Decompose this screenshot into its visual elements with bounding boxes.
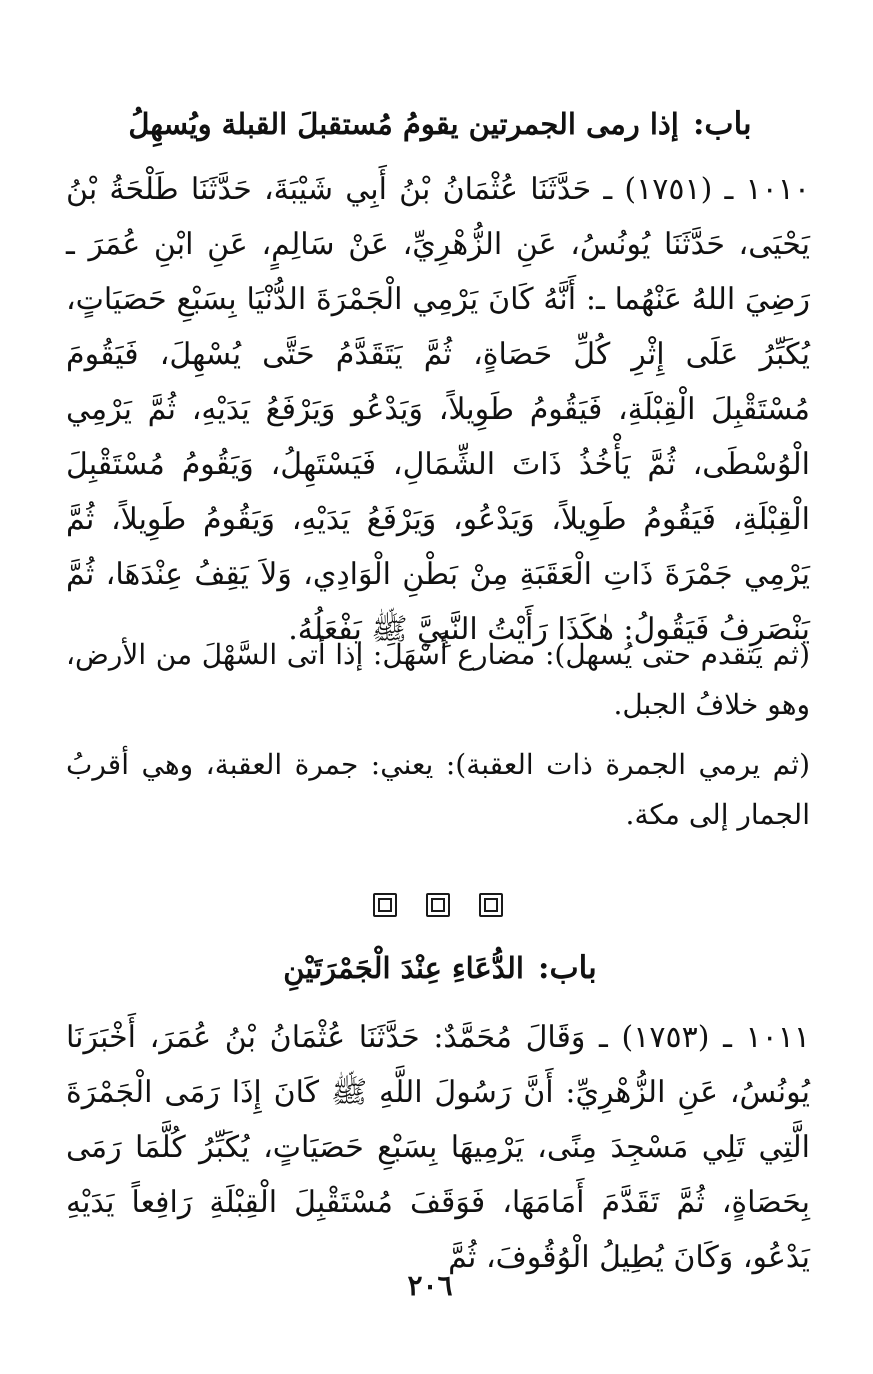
chapter-label: باب: [538,950,597,986]
section-separator [373,885,503,925]
page-number: ٢٠٦ [407,1269,453,1302]
chapter-title: إذا رمى الجمرتين يقومُ مُستقبلَ القبلة ويُسهِلُ [128,107,679,141]
chapter-title: الدُّعَاءِ عِنْدَ الْجَمْرَتَيْنِ [283,951,524,985]
explanatory-note-1 [66,630,810,730]
square-ornament-icon [479,893,503,917]
square-ornament-icon [373,893,397,917]
note-text: (ثم يرمي الجمرة ذات العقبة): يعني: جمرة العقبة، وهي أقربُ الجمار إلى مكة. [66,748,810,831]
chapter-heading-2 [60,948,820,988]
square-ornament-icon [426,893,450,917]
chapter-label: باب: [692,106,752,142]
chapter-heading-1 [60,104,820,144]
hadith-text: ١٠١٠ ـ (١٧٥١) ـ حَدَّثَنَا عُثْمَانُ بْنُ أَبِي شَيْبَةَ، حَدَّثَنَا طَلْحَةُ بْنُ يَحْيَى، حَدَّثَنَا يُونُسُ، عَنِ الزُّهْرِيِّ، عَنْ سَالِمٍ، عَنِ ابْنِ عُمَرَ ـ رَضِيَ اللهُ عَنْهُما ـ: أَنَّهُ كَانَ يَرْمِي الْجَمْرَةَ الدُّنْيَا بِسَبْعِ حَصَيَاتٍ، يُكَبِّرُ عَلَى إِثْرِ كُلِّ حَصَاةٍ، ثُمَّ يَتَقَدَّمُ حَتَّى يُسْهِلَ، فَيَقُومَ مُسْتَقْبِلَ الْقِبْلَةِ، فَيَقُومُ طَوِيلاً، وَيَدْعُو وَيَرْفَعُ يَدَيْهِ، ثُمَّ يَرْمِي الْوُسْطَى، ثُمَّ يَأْخُذُ ذَاتَ الشِّمَالِ، فَيَسْتَهِلُ، وَيَقُومُ مُسْتَقْبِلَ الْقِبْلَةِ، فَيَقُومُ طَوِيلاً، وَيَدْعُو، وَيَرْفَعُ يَدَيْهِ، وَيَقُومُ طَوِيلاً، ثُمَّ يَرْمِي جَمْرَةَ ذَاتِ الْعَقَبَةِ مِنْ بَطْنِ الْوَادِي، وَلاَ يَقِفُ عِنْدَهَا، ثُمَّ يَنْصَرِفُ فَيَقُولُ: هٰكَذَا رَأَيْتُ النَّبِيَّ ﷺ يَفْعَلُهُ. [66,172,810,647]
explanatory-note-2 [66,740,810,840]
note-text: (ثم يتقدم حتى يُسهل): مضارع أَسْهَلَ: إذا أتى السَّهْلَ من الأرض، وهو خلافُ الجبل. [66,638,810,721]
hadith-1011 [66,1010,810,1285]
hadith-1010 [66,162,810,657]
hadith-text: ١٠١١ ـ (١٧٥٣) ـ وَقَالَ مُحَمَّدٌ: حَدَّثَنَا عُثْمَانُ بْنُ عُمَرَ، أَخْبَرَنَا يُونُسُ، عَنِ الزُّهْرِيِّ: أَنَّ رَسُولَ اللَّهِ ﷺ كَانَ إِذَا رَمَى الْجَمْرَةَ الَّتِي تَلِي مَسْجِدَ مِنًى، يَرْمِيهَا بِسَبْعِ حَصَيَاتٍ، يُكَبِّرُ كُلَّمَا رَمَى بِحَصَاةٍ، ثُمَّ تَقَدَّمَ أَمَامَهَا، فَوَقَفَ مُسْتَقْبِلَ الْقِبْلَةِ رَافِعاً يَدَيْهِ يَدْعُو، وَكَانَ يُطِيلُ الْوُقُوفَ، ثُمَّ [66,1020,810,1275]
